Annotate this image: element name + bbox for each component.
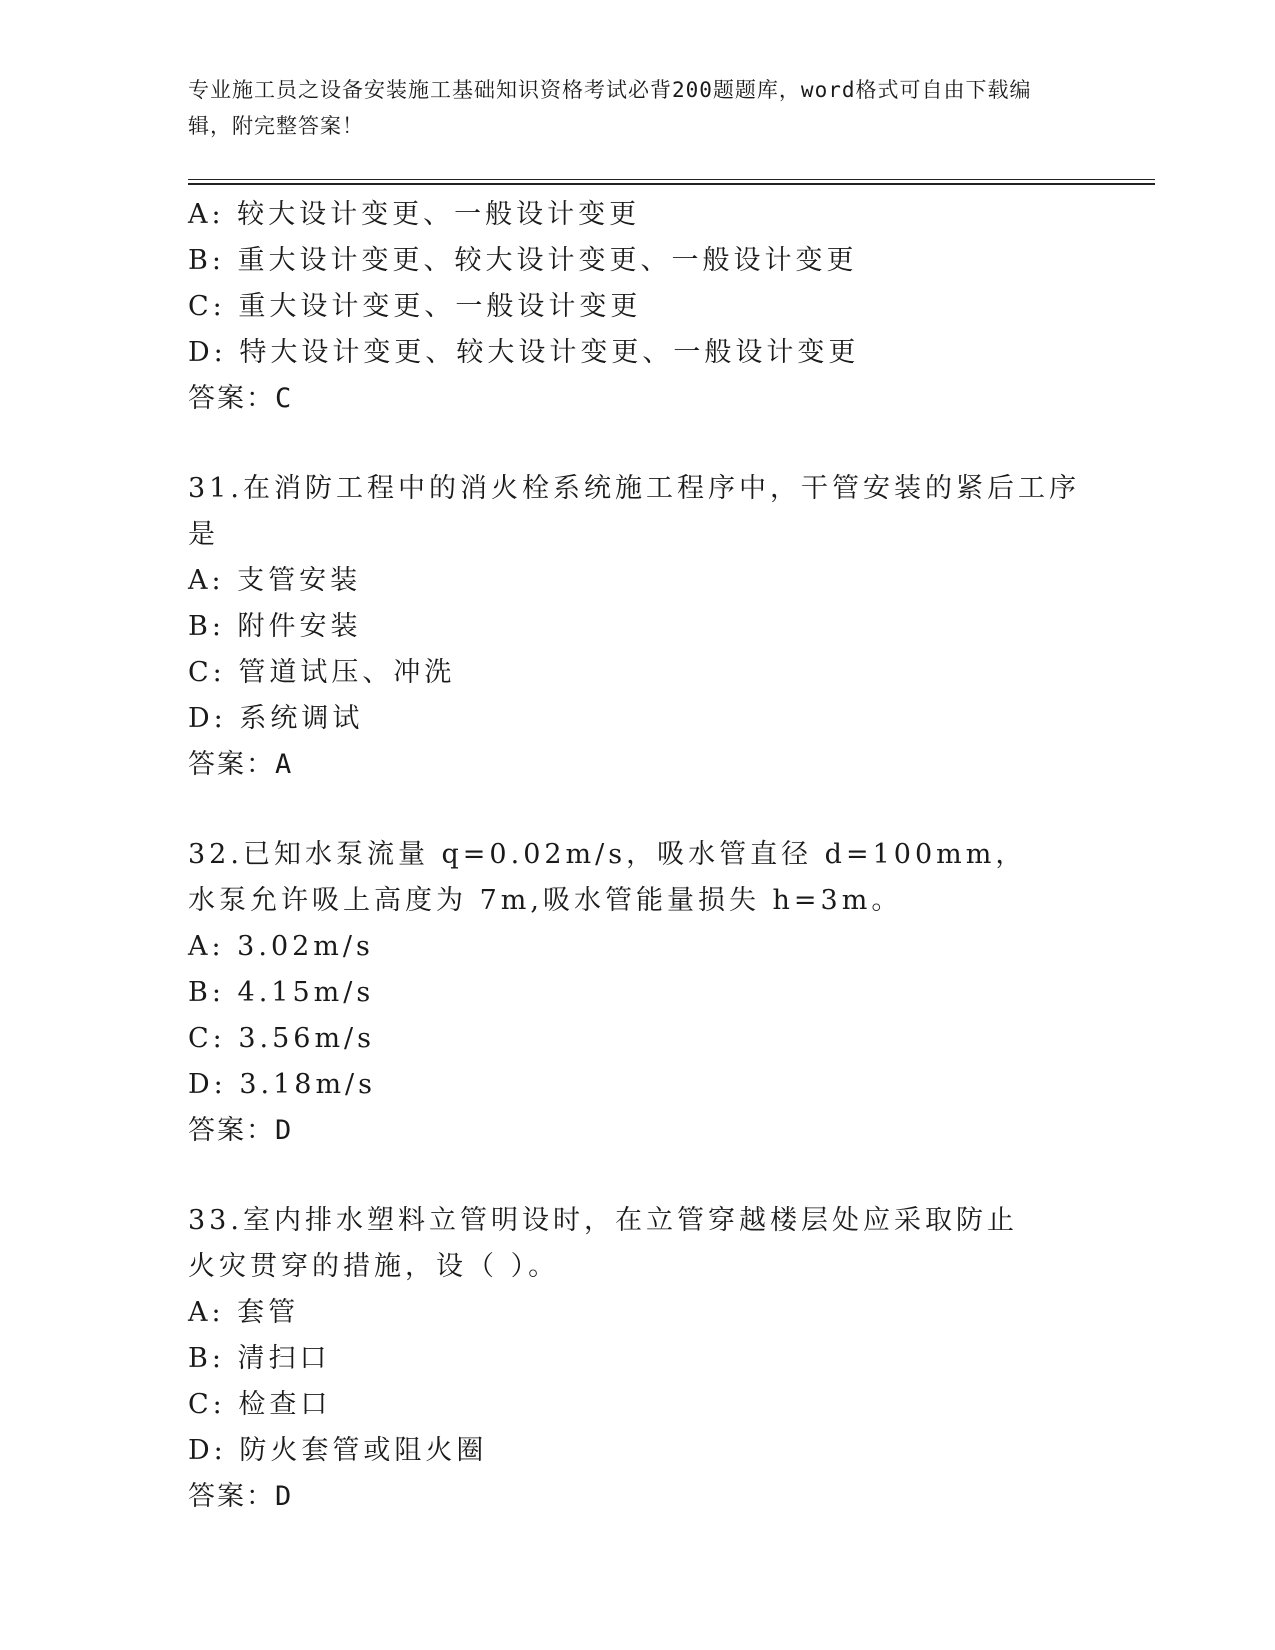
question-title: 31.在消防工程中的消火栓系统施工程序中，干管安装的紧后工序是: [188, 473, 1080, 550]
option-c: C: 3.56m/s: [188, 1023, 376, 1054]
answer-line: 答案：A: [188, 749, 294, 780]
option-d: D: 3.18m/s: [188, 1069, 376, 1100]
option-a: A: 套管: [188, 1297, 300, 1328]
option-b: B: 4.15m/s: [188, 977, 375, 1008]
question-block-31: [188, 466, 1088, 788]
option-a: A: 支管安装: [188, 565, 362, 596]
option-d: D: 防火套管或阻火圈: [188, 1435, 488, 1466]
option-b: B: 清扫口: [188, 1343, 331, 1374]
option-a: A: 3.02m/s: [188, 931, 374, 962]
question-list: [188, 192, 1088, 1564]
answer-line: 答案：D: [188, 1115, 294, 1146]
header-divider-thin: [188, 179, 1155, 180]
option-b: B: 附件安装: [188, 611, 362, 642]
option-c: C: 检查口: [188, 1389, 332, 1420]
question-block-partial: [188, 192, 1088, 422]
answer-line: 答案：C: [188, 383, 294, 414]
header-divider-thick: [188, 183, 1155, 185]
option-d: D: 特大设计变更、较大设计变更、一般设计变更: [188, 337, 860, 368]
option-d: D: 系统调试: [188, 703, 364, 734]
answer-line: 答案：D: [188, 1481, 294, 1512]
question-title: 33.室内排水塑料立管明设时，在立管穿越楼层处应采取防止火灾贯穿的措施，设（ ）。: [188, 1205, 1018, 1282]
option-c: C: 重大设计变更、一般设计变更: [188, 291, 642, 322]
question-block-33: [188, 1198, 1088, 1520]
option-a: A: 较大设计变更、一般设计变更: [188, 199, 641, 230]
option-c: C: 管道试压、冲洗: [188, 657, 456, 688]
question-block-32: [188, 832, 1088, 1154]
document-header: 专业施工员之设备安装施工基础知识资格考试必背200题题库，word格式可自由下载编辑，附完整答案！: [188, 78, 1032, 138]
question-title: 32.已知水泵流量 q=0.02m/s，吸水管直径 d=100mm，水泵允许吸上高度为 7m,吸水管能量损失 h=3m。: [188, 839, 1027, 916]
option-b: B: 重大设计变更、较大设计变更、一般设计变更: [188, 245, 858, 276]
